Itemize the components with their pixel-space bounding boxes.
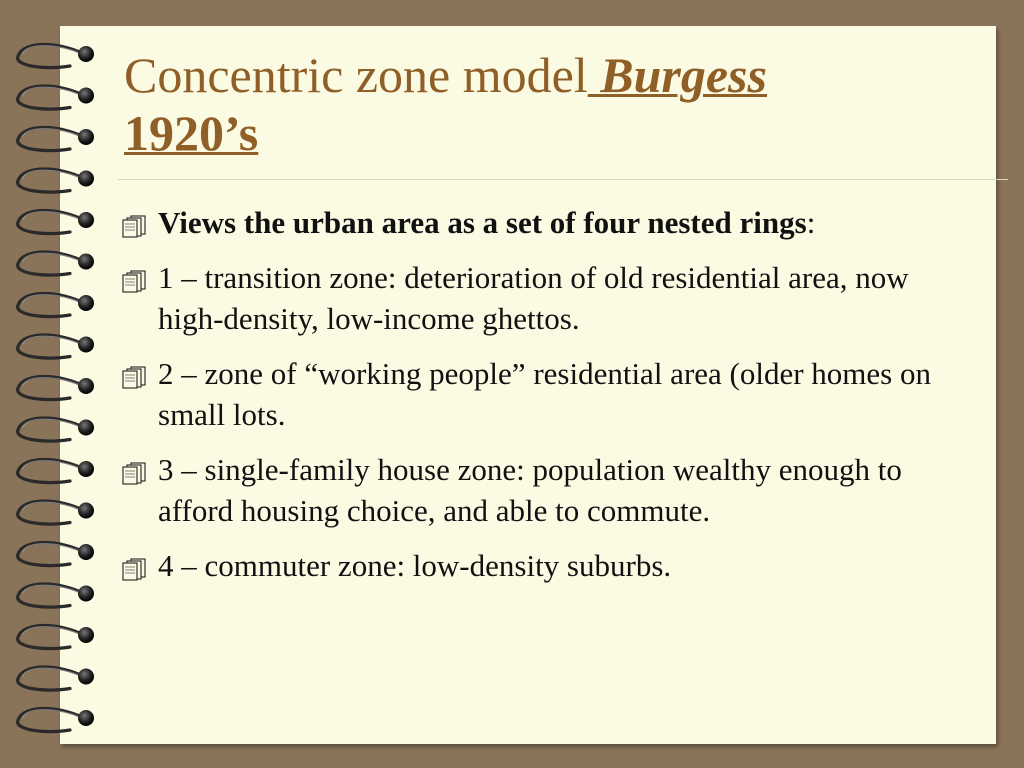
bullet-text: : xyxy=(806,205,816,240)
spiral-ring-icon xyxy=(18,45,94,68)
title-main: Concentric zone model xyxy=(124,47,588,103)
bullet-item xyxy=(118,545,978,586)
spiral-ring-icon xyxy=(18,211,94,234)
title-divider xyxy=(118,179,1008,180)
stacked-pages-icon xyxy=(120,557,148,581)
bullet-text: 3 – single-family house zone: population wealthy enough to afford housing choice, and able to commute. xyxy=(158,452,902,528)
spiral-ring-icon xyxy=(18,501,94,524)
spiral-ring-icon xyxy=(18,252,94,275)
spiral-ring-icon xyxy=(18,584,94,607)
bullet-text: 2 – zone of “working people” residential area (older homes on small lots. xyxy=(158,356,931,432)
stacked-pages-icon xyxy=(120,269,148,293)
bullet-item xyxy=(118,353,978,435)
bullet-bold-text: Views the urban area as a set of four nested rings xyxy=(158,205,807,240)
bullet-text: 4 – commuter zone: low-density suburbs. xyxy=(158,548,672,583)
slide-title xyxy=(124,46,994,162)
spiral-ring-icon xyxy=(18,294,94,317)
bullet-list xyxy=(118,202,978,600)
spiral-ring-icon xyxy=(18,335,94,358)
spiral-ring-icon xyxy=(18,460,94,483)
spiral-ring-icon xyxy=(18,709,94,732)
spiral-ring-icon xyxy=(18,86,94,109)
stacked-pages-icon xyxy=(120,214,148,238)
stacked-pages-icon xyxy=(120,461,148,485)
bullet-item xyxy=(118,202,978,243)
spiral-ring-icon xyxy=(18,626,94,649)
spiral-ring-icon xyxy=(18,128,94,151)
spiral-ring-icon xyxy=(18,169,94,192)
spiral-binding xyxy=(0,0,110,768)
stacked-pages-icon xyxy=(120,365,148,389)
title-author: Burgess xyxy=(587,47,767,103)
spiral-ring-icon xyxy=(18,418,94,441)
spiral-ring-icon xyxy=(18,377,94,400)
spiral-ring-icon xyxy=(18,543,94,566)
bullet-item xyxy=(118,257,978,339)
bullet-text: 1 – transition zone: deterioration of old residential area, now high-density, low-income ghettos. xyxy=(158,260,909,336)
bullet-item xyxy=(118,449,978,531)
title-year: 1920’s xyxy=(124,105,259,161)
spiral-ring-icon xyxy=(18,667,94,690)
